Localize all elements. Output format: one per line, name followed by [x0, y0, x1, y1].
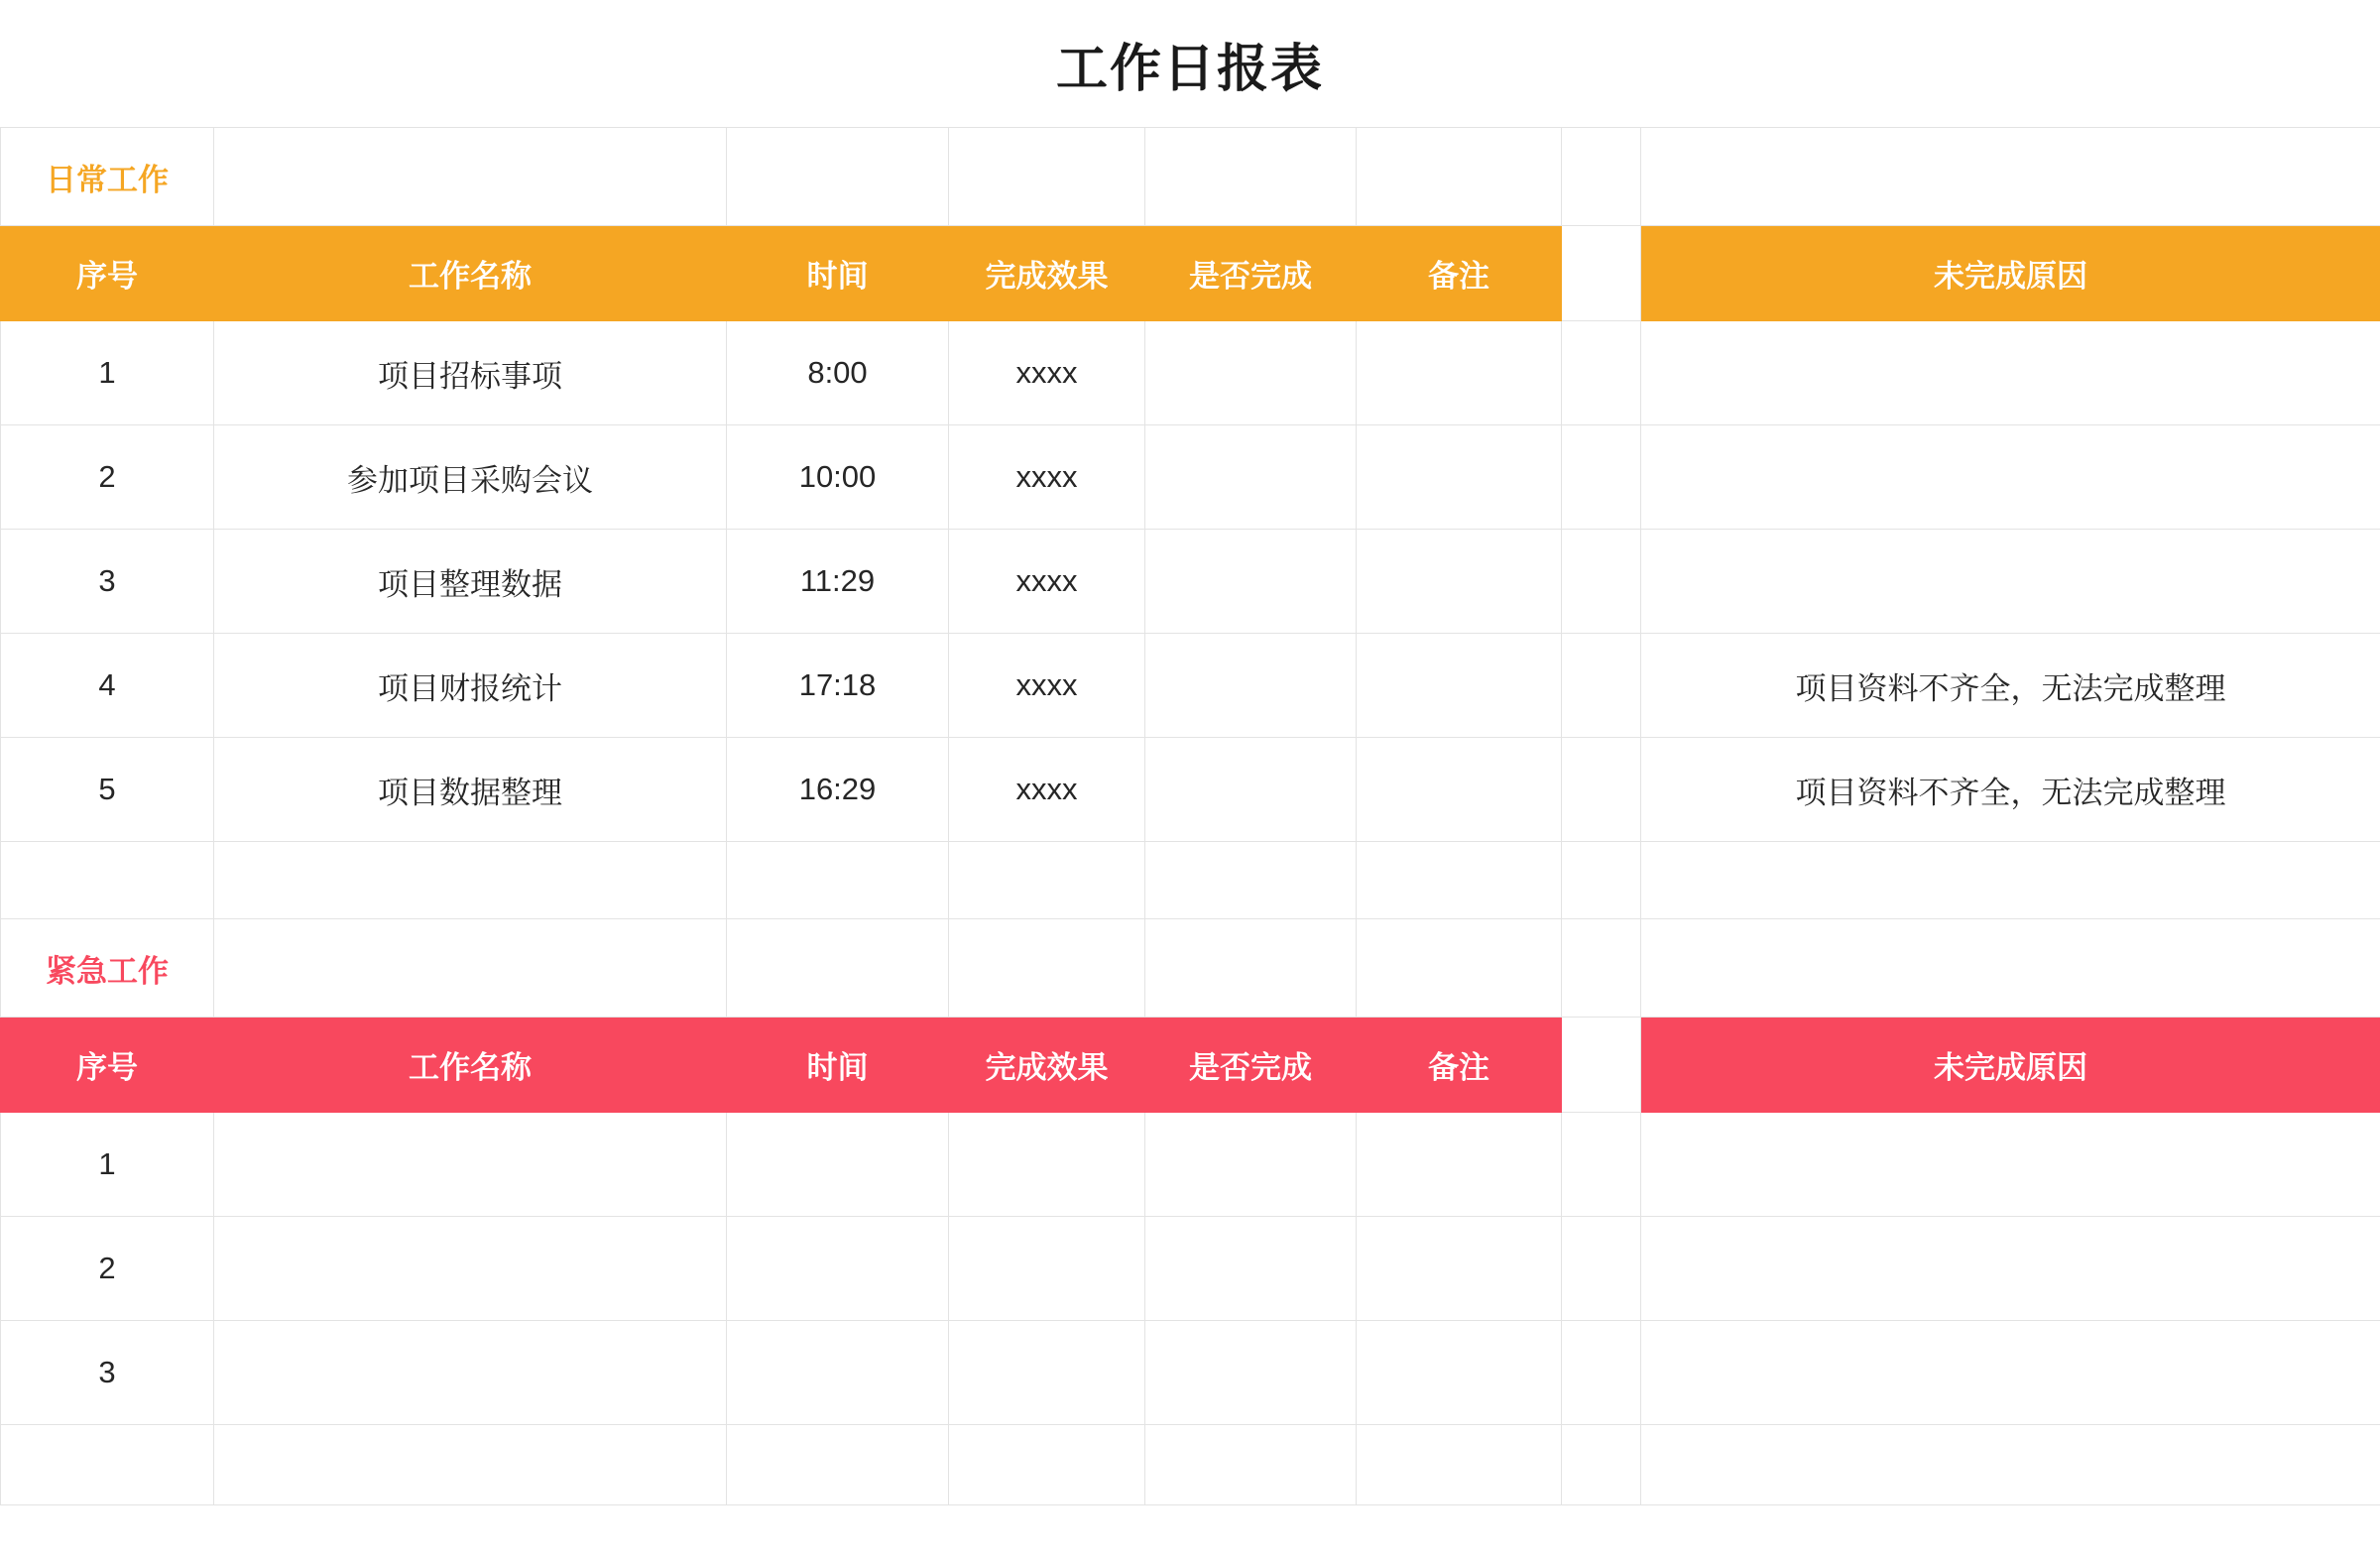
- cell-gap[interactable]: [1562, 1321, 1641, 1425]
- cell-completed[interactable]: [1145, 321, 1357, 425]
- spacer-row: [1, 1425, 2380, 1505]
- cell-remark[interactable]: [1357, 530, 1562, 634]
- cell-work-name[interactable]: [214, 1217, 727, 1321]
- cell-effect[interactable]: xxxx: [949, 530, 1145, 634]
- cell-reason[interactable]: 项目资料不齐全，无法完成整理: [1641, 738, 2380, 842]
- daily-header-row: [1, 226, 2380, 321]
- cell-gap[interactable]: [1562, 425, 1641, 530]
- cell-reason[interactable]: [1641, 1321, 2380, 1425]
- table-row[interactable]: [1, 321, 2380, 425]
- cell-remark[interactable]: [1357, 1321, 1562, 1425]
- cell-gap[interactable]: [1562, 1113, 1641, 1217]
- cell-remark[interactable]: [1357, 1217, 1562, 1321]
- cell-completed[interactable]: [1145, 634, 1357, 738]
- cell-effect[interactable]: xxxx: [949, 634, 1145, 738]
- cell-empty[interactable]: [1145, 1425, 1357, 1505]
- cell-empty[interactable]: [949, 919, 1145, 1018]
- table-row[interactable]: [1, 1321, 2380, 1425]
- cell-empty[interactable]: [1562, 842, 1641, 919]
- cell-no[interactable]: 1: [1, 321, 214, 425]
- table-row[interactable]: [1, 425, 2380, 530]
- table-row[interactable]: [1, 530, 2380, 634]
- cell-empty[interactable]: [727, 128, 949, 226]
- daily-work-table: [0, 127, 2380, 1505]
- header-work-name: 工作名称: [214, 1018, 727, 1113]
- cell-empty[interactable]: [214, 842, 727, 919]
- cell-effect[interactable]: xxxx: [949, 425, 1145, 530]
- header-remark: 备注: [1357, 1018, 1562, 1113]
- cell-empty[interactable]: [214, 919, 727, 1018]
- cell-work-name[interactable]: 参加项目采购会议: [214, 425, 727, 530]
- cell-completed[interactable]: [1145, 1113, 1357, 1217]
- header-gap: [1562, 1018, 1641, 1113]
- cell-empty[interactable]: [1145, 128, 1357, 226]
- cell-completed[interactable]: [1145, 425, 1357, 530]
- cell-time[interactable]: [727, 1113, 949, 1217]
- cell-completed[interactable]: [1145, 530, 1357, 634]
- cell-gap[interactable]: [1562, 738, 1641, 842]
- cell-time[interactable]: [727, 1217, 949, 1321]
- cell-effect[interactable]: xxxx: [949, 738, 1145, 842]
- cell-remark[interactable]: [1357, 634, 1562, 738]
- table-row[interactable]: [1, 1217, 2380, 1321]
- header-work-name: 工作名称: [214, 226, 727, 321]
- daily-section-label-row: [1, 128, 2380, 226]
- cell-empty[interactable]: [214, 1425, 727, 1505]
- spacer-row: [1, 842, 2380, 919]
- cell-empty[interactable]: [1357, 1425, 1562, 1505]
- cell-empty[interactable]: [949, 1425, 1145, 1505]
- cell-effect[interactable]: [949, 1321, 1145, 1425]
- cell-time[interactable]: 10:00: [727, 425, 949, 530]
- cell-no[interactable]: 2: [1, 1217, 214, 1321]
- cell-effect[interactable]: [949, 1113, 1145, 1217]
- cell-empty[interactable]: [1145, 919, 1357, 1018]
- cell-reason[interactable]: [1641, 1113, 2380, 1217]
- cell-time[interactable]: 17:18: [727, 634, 949, 738]
- header-no: 序号: [1, 226, 214, 321]
- cell-time[interactable]: 11:29: [727, 530, 949, 634]
- cell-empty[interactable]: [1, 1425, 214, 1505]
- cell-work-name[interactable]: 项目招标事项: [214, 321, 727, 425]
- cell-empty[interactable]: [949, 842, 1145, 919]
- cell-reason[interactable]: 项目资料不齐全，无法完成整理: [1641, 634, 2380, 738]
- cell-empty[interactable]: [1641, 128, 2380, 226]
- cell-empty[interactable]: [1562, 128, 1641, 226]
- cell-work-name[interactable]: 项目财报统计: [214, 634, 727, 738]
- cell-work-name[interactable]: 项目整理数据: [214, 530, 727, 634]
- cell-remark[interactable]: [1357, 1113, 1562, 1217]
- cell-completed[interactable]: [1145, 1321, 1357, 1425]
- cell-no[interactable]: 2: [1, 425, 214, 530]
- title-row: [0, 0, 2380, 127]
- cell-reason[interactable]: [1641, 321, 2380, 425]
- header-completed: 是否完成: [1145, 226, 1357, 321]
- cell-time[interactable]: [727, 1321, 949, 1425]
- cell-no[interactable]: 3: [1, 530, 214, 634]
- cell-effect[interactable]: [949, 1217, 1145, 1321]
- cell-empty[interactable]: [1562, 919, 1641, 1018]
- cell-empty[interactable]: [727, 842, 949, 919]
- cell-no[interactable]: 1: [1, 1113, 214, 1217]
- cell-empty[interactable]: [1357, 842, 1562, 919]
- cell-reason[interactable]: [1641, 530, 2380, 634]
- cell-completed[interactable]: [1145, 738, 1357, 842]
- header-time: 时间: [727, 226, 949, 321]
- cell-empty[interactable]: [727, 919, 949, 1018]
- cell-gap[interactable]: [1562, 634, 1641, 738]
- cell-gap[interactable]: [1562, 321, 1641, 425]
- cell-remark[interactable]: [1357, 738, 1562, 842]
- header-remark: 备注: [1357, 226, 1562, 321]
- section-label-daily: 日常工作: [1, 128, 214, 226]
- section-label-urgent: 紧急工作: [1, 919, 214, 1018]
- cell-gap[interactable]: [1562, 1217, 1641, 1321]
- cell-empty[interactable]: [1641, 1425, 2380, 1505]
- header-effect: 完成效果: [949, 1018, 1145, 1113]
- cell-empty[interactable]: [1357, 128, 1562, 226]
- urgent-section-label-row: [1, 919, 2380, 1018]
- table-row[interactable]: [1, 634, 2380, 738]
- cell-empty[interactable]: [1562, 1425, 1641, 1505]
- cell-reason[interactable]: [1641, 425, 2380, 530]
- cell-gap[interactable]: [1562, 530, 1641, 634]
- cell-empty[interactable]: [1, 842, 214, 919]
- cell-work-name[interactable]: [214, 1113, 727, 1217]
- cell-remark[interactable]: [1357, 425, 1562, 530]
- page-title: 工作日报表: [1055, 40, 1324, 98]
- cell-work-name[interactable]: 项目数据整理: [214, 738, 727, 842]
- cell-empty[interactable]: [1641, 842, 2380, 919]
- table-row[interactable]: [1, 738, 2380, 842]
- cell-work-name[interactable]: [214, 1321, 727, 1425]
- header-completed: 是否完成: [1145, 1018, 1357, 1113]
- cell-no[interactable]: 3: [1, 1321, 214, 1425]
- cell-completed[interactable]: [1145, 1217, 1357, 1321]
- cell-empty[interactable]: [949, 128, 1145, 226]
- cell-effect[interactable]: xxxx: [949, 321, 1145, 425]
- table-row[interactable]: [1, 1113, 2380, 1217]
- cell-no[interactable]: 5: [1, 738, 214, 842]
- header-no: 序号: [1, 1018, 214, 1113]
- cell-remark[interactable]: [1357, 321, 1562, 425]
- header-reason: 未完成原因: [1641, 226, 2380, 321]
- cell-empty[interactable]: [727, 1425, 949, 1505]
- header-time: 时间: [727, 1018, 949, 1113]
- cell-empty[interactable]: [214, 128, 727, 226]
- cell-no[interactable]: 4: [1, 634, 214, 738]
- header-effect: 完成效果: [949, 226, 1145, 321]
- header-gap: [1562, 226, 1641, 321]
- cell-empty[interactable]: [1641, 919, 2380, 1018]
- cell-empty[interactable]: [1357, 919, 1562, 1018]
- cell-reason[interactable]: [1641, 1217, 2380, 1321]
- cell-empty[interactable]: [1145, 842, 1357, 919]
- cell-time[interactable]: 16:29: [727, 738, 949, 842]
- cell-time[interactable]: 8:00: [727, 321, 949, 425]
- urgent-header-row: [1, 1018, 2380, 1113]
- header-reason: 未完成原因: [1641, 1018, 2380, 1113]
